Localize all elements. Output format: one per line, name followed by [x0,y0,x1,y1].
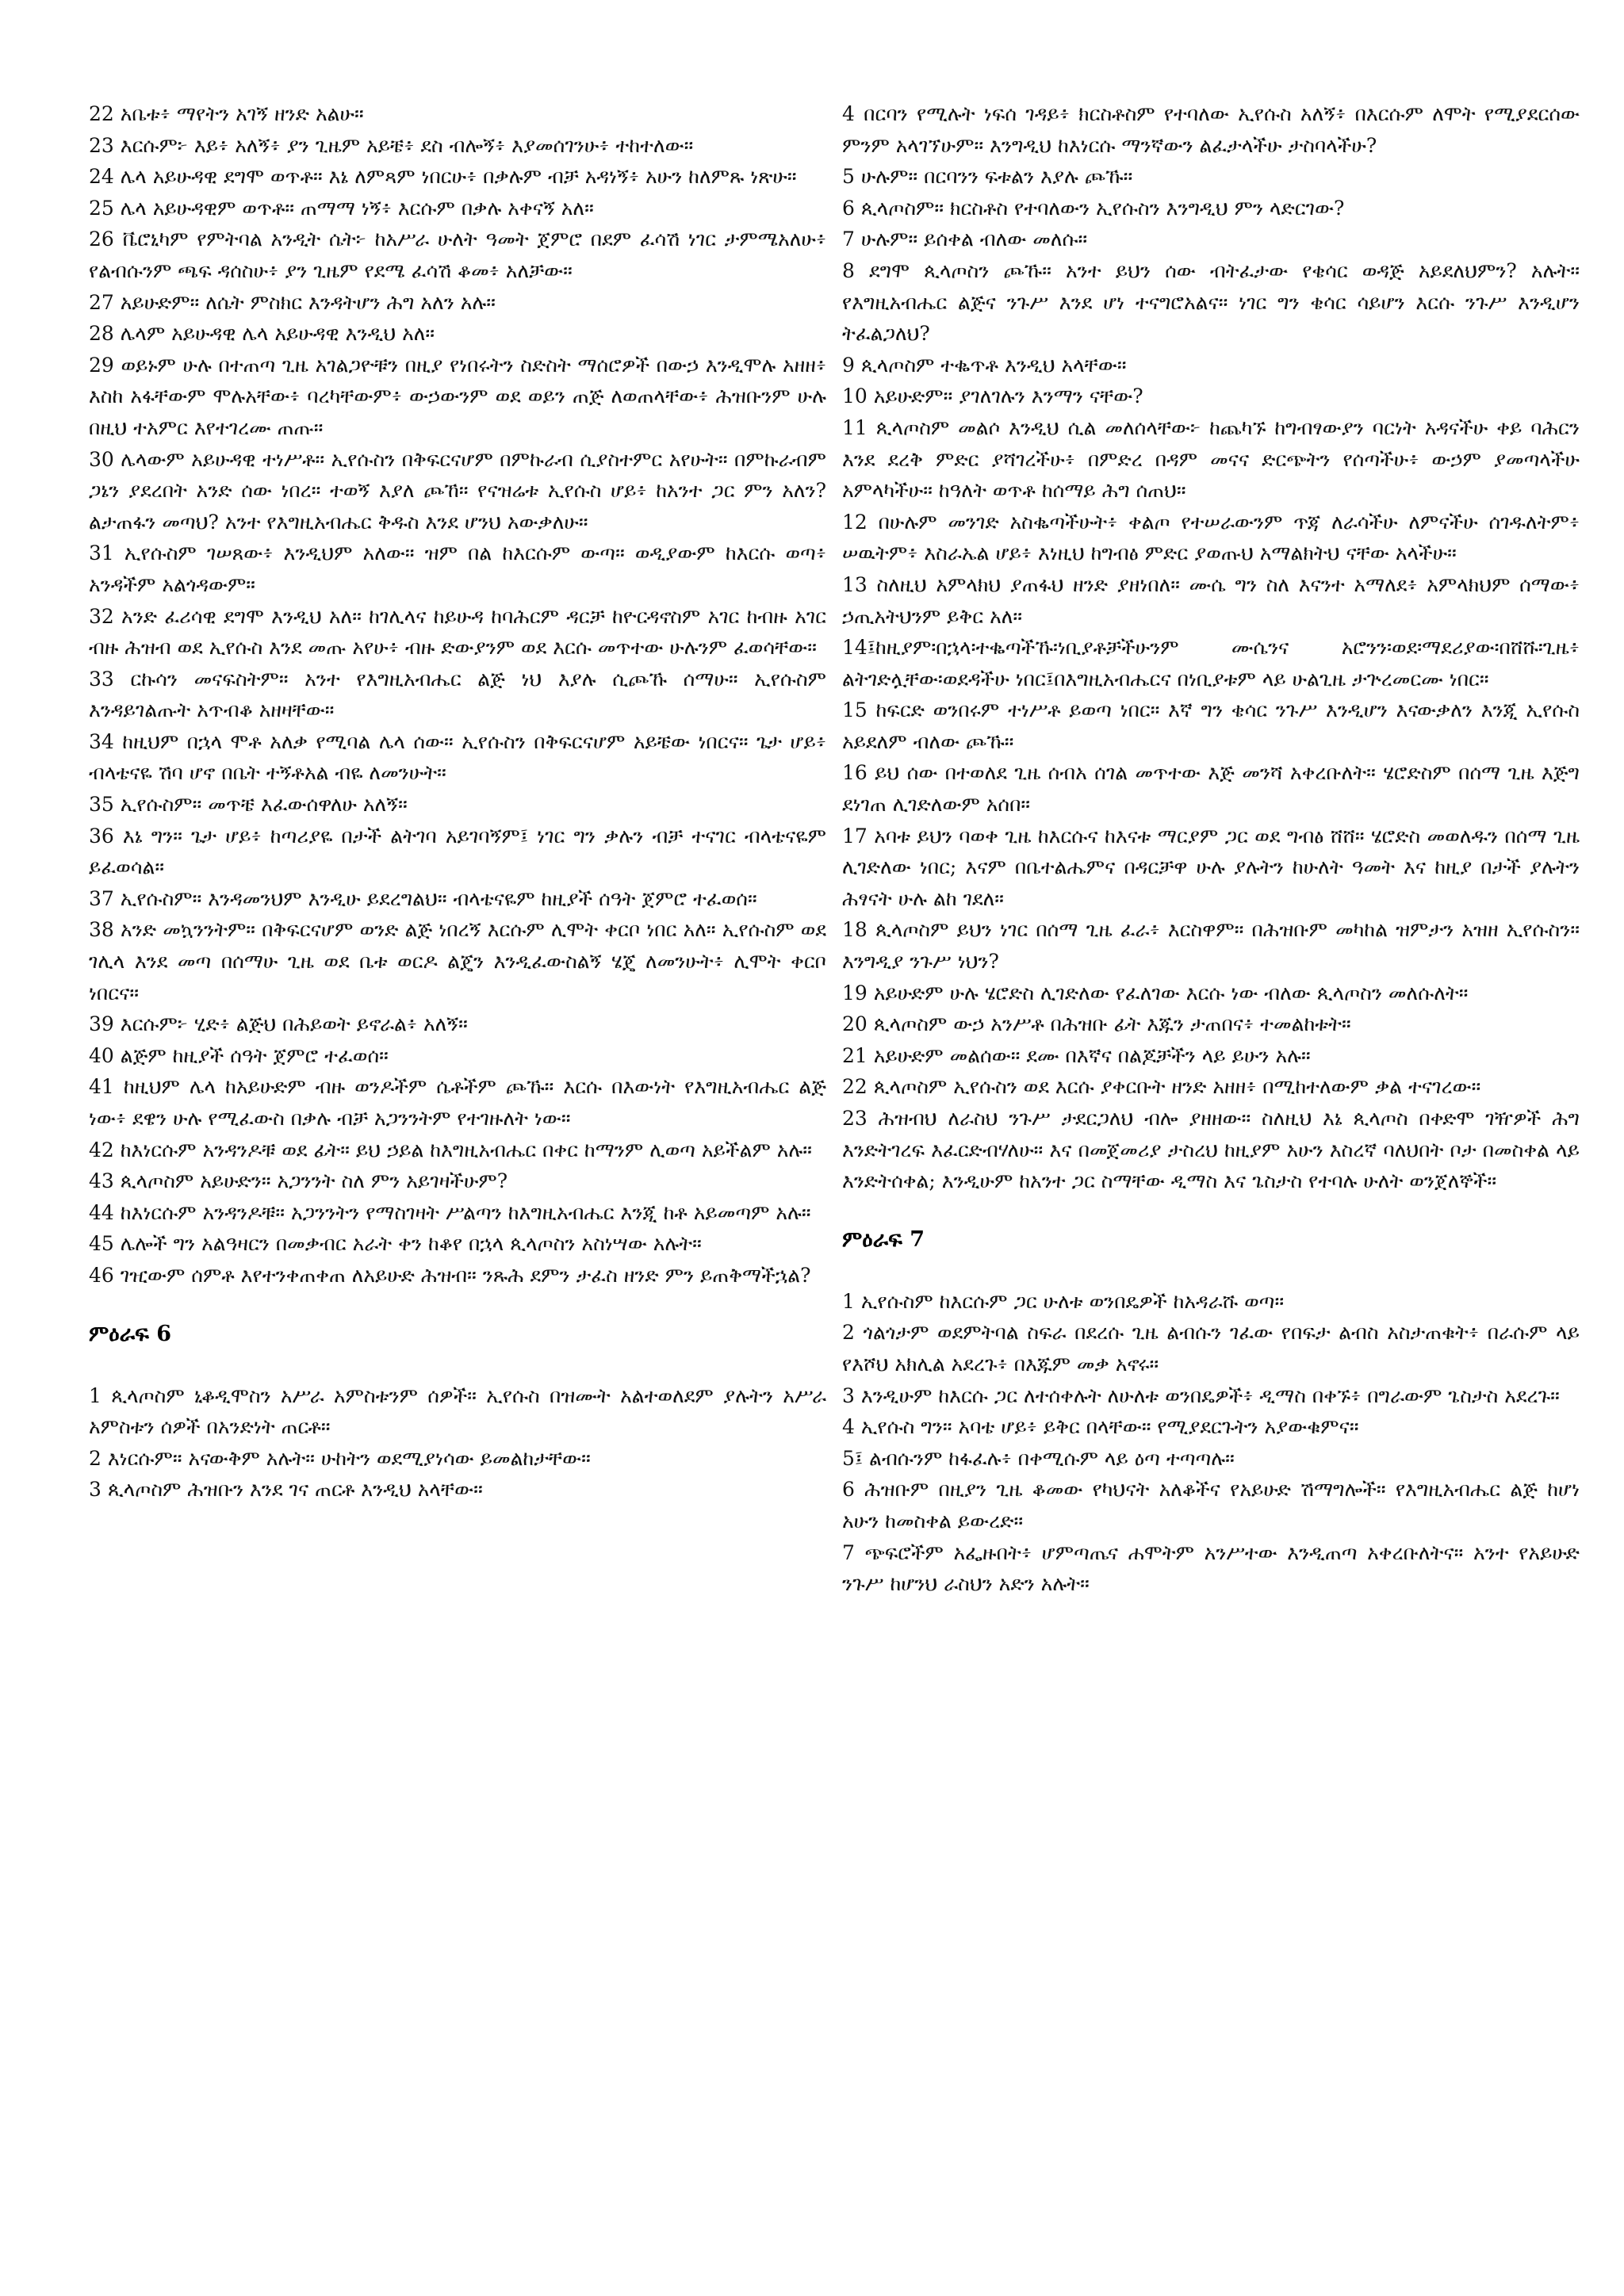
verse: 43 ጲላጦስም አይሁድን። አጋንንት ስለ ምን አይገዛችሁም? [89,1169,508,1193]
verse: 13 ስለዚህ አምላክህ ያጠፋህ ዘንድ ያዘነበለ። ሙሴ ግን ስለ እናንተ አማለደ፥ አምላክህም ሰማው፥ ኃጢአትህንም ይቅር አለ። [842,572,1580,628]
verse: 7 ሁሉም። ይሰቀል ብለው መለሱ። [842,228,1088,251]
verse: 33 ርኩሳን መናፍስትም። አንተ የእግዚአብሔር ልጅ ነህ እያሉ ሲጮኹ ሰማሁ። ኢየሱስም እንዳይገልጡት አጥብቆ አዘዛቸው። [89,667,826,722]
verse: 32 አንድ ፈሪሳዊ ደግሞ እንዲህ አለ። ከገሊላና ከይሁዳ ከባሕርም ዳርቻ ከዮርዳኖስም አገር ከብዙ አገር ብዙ ሕዝብ ወደ ኢየሱስ እንደ መጡ አየሁ፥ ብዙ ድውያንም ወደ እርሱ መጥተው ሁሉንም ፈወሳቸው። [89,604,826,660]
verse: 35 ኢየሱስም። መጥቼ እፈውሰዋለሁ አለኝ። [89,793,408,817]
verse: 36 እኔ ግን። ጌታ ሆይ፥ ከጣሪያዬ በታች ልትገባ አይገባኝም፤ ነገር ግን ቃሉን ብቻ ተናገር ብላቴናዬም ይፈወሳል። [89,824,826,879]
left-verses-post [89,1380,826,1506]
verse: 20 ጲላጦስም ውኃ አንሥቶ በሕዝቡ ፊት እጁን ታጠበና፥ ተመልከቱት። [842,1012,1351,1036]
right-column [842,98,1580,1600]
verse: 44 ከእነርሱም አንዳንዶቹ። አጋንንትን የማስገዛት ሥልጣን ከእግዚአብሔር እንጂ ከቶ አይመጣም አሉ። [89,1200,811,1224]
right-verses-post [842,1286,1580,1600]
verse: 11 ጲላጦስም መልሶ እንዲህ ሲል መለሰላቸው፦ ከጨካኙ ከግብፃውያን ባርነት አዳናችሁ ቀይ ባሕርን እንደ ደረቅ ምድር ያሻገረችሁ፥ በምድረ በዳም መናና ድርጭትን የሰጣችሁ፥ ውኃም ያመጣላችሁ አምላካችሁ። ከዓለት ወጥቶ ከሰማይ ሕግ ሰጠህ። [842,415,1580,503]
verse: 23 ሕዝብህ ለራስህ ንጉሥ ታደርጋለህ ብሎ ያዘዘው። ስለዚህ እኔ ጲላጦስ በቀድሞ ገዥዎች ሕግ እንድትገረፍ እፈርድብሃለሁ። እና በመጀመሪያ ታስረህ ከዚያም አሁን እስረኛ ባለህበት ቦታ በመስቀል ላይ እንድትሰቀል; እንዲሁም ከአንተ ጋር ስማቸው ዲማስ እና ጌስታስ የተባሉ ሁለት ወንጀለኞች። [842,1107,1580,1193]
verse: 1 ኢየሱስም ከእርሱም ጋር ሁለቱ ወንበዴዎች ከአዳራሹ ወጣ። [842,1289,1285,1313]
right-verses-pre [842,98,1580,1197]
verse: 17 አባቱ ይህን ባወቀ ጊዜ ከእርሱና ከእናቱ ማርያም ጋር ወደ ግብፅ ሸሸ። ሄሮድስ መወለዱን በሰማ ጊዜ ሊገድለው ነበር; እናም በቤተልሔምና በዳርቻዋ ሁሉ ያሉትን ከሁለት ዓመት እና ከዚያ በታች ያሉትን ሕፃናት ሁሉ ልከ ገደለ። [842,824,1580,910]
verse: 6 ሕዝቡም በዚያን ጊዜ ቆመው የካህናት አለቆችና የአይሁድ ሽማግሎች። የእግዚአብሔር ልጅ ከሆነ አሁን ከመስቀል ይውረድ። [842,1478,1580,1533]
verse: 41 ከዚህም ሌላ ከአይሁድም ብዙ ወንዶችም ሴቶችም ጮኹ። እርሱ በእውነት የእግዚአብሔር ልጅ ነው፥ ደዌን ሁሉ የሚፈውስ በቃሉ ብቻ አጋንንትም የተገዙለት ነው። [89,1075,826,1130]
verse: 4 ኢየሱስ ግን። አባቴ ሆይ፥ ይቅር በላቸው። የሚያደርጉትን አያውቁምና። [842,1415,1359,1439]
verse: 24 ሌላ አይሁዳዊ ደግሞ ወጥቶ። እኔ ለምጻም ነበርሁ፥ በቃሉም ብቻ አዳነኝ፥ አሁን ከለምጹ ነጽሁ። [89,165,797,189]
verse: 3 ጲላጦስም ሕዝቡን እንደ ገና ጠርቶ እንዲህ አላቸው። [89,1478,483,1502]
verse: 31 ኢየሱስም ገሠጸው፥ እንዲህም አለው። ዝም በል ከእርሱም ውጣ። ወዲያውም ከእርሱ ወጣ፥ አንዳችም አልጎዳውም። [89,541,826,596]
verse: 19 አይሁድም ሁሉ ሄሮድስ ሊገድለው የፈለገው እርሱ ነው ብለው ጲላጦስን መለሱለት። [842,981,1469,1004]
chapter-heading-7: ምዕራፍ 7 [842,1226,925,1252]
chapter-heading-6: ምዕራፍ 6 [89,1321,172,1346]
verse: 22 ጲላጦስም ኢየሱስን ወደ እርሱ ያቀርቡት ዘንድ አዘዘ፥ በሚከተለውም ቃል ተናገረው። [842,1075,1481,1099]
verse: 14፤ከዚያም፡በኋላ፡ተቈጣችኹ፡ነቢያቶቻችሁንም ሙሴንና አሮንን፡ወደ፡ማደሪያው፡በሸሹ፡ጊዜ፥ ልትገድሏቸው፡ወደዳችሁ ነበር፤በእግዚአብሔርና በነቢያቱም ላይ ሁልጊዜ ታጕረመርሙ ነበር። [842,636,1580,691]
verse: 46 ገዢውም ሰምቶ እየተንቀጠቀጠ ለአይሁድ ሕዝብ። ንጹሕ ደምን ታፈስ ዘንድ ምን ይጠቅማችኋል? [89,1263,811,1287]
verse: 3 እንዲሁም ከእርሱ ጋር ለተሰቀሉት ለሁለቱ ወንበዴዎች፥ ዲማስ በቀኙ፥ በግራውም ጌስታስ አደረጉ። [842,1383,1560,1407]
verse: 2 እነርሱም። አናውቅም አሉት። ሁከትን ወደሚያነሳው ይመልከታቸው። [89,1446,591,1470]
left-column [89,98,826,1506]
verse: 34 ከዚህም በኋላ ሞቶ አለቃ የሚባል ሌላ ሰው። ኢየሱስን በቅፍርናሆም አይቼው ነበርና። ጌታ ሆይ፥ ብላቴናዬ ሽባ ሆኖ በቤት ተኝቶአል ብዬ ለመንሁት። [89,729,826,785]
verse: 1 ጲላጦስም ኒቆዲሞስን አሥራ አምስቱንም ሰዎች። ኢየሱስ በዝሙት አልተወለደም ያሉትን አሥራ አምስቱን ሰዎች በአንድነት ጠርቶ። [89,1383,826,1439]
verse: 23 እርሱም፦ እይ፥ አለኝ፥ ያን ጊዜም አይቼ፥ ደስ ብሎኝ፥ እያመሰገንሁ፥ ተከተለው። [89,133,694,157]
verse: 5 ሁሉም። በርባንን ፍቱልን እያሉ ጮኹ። [842,165,1133,189]
verse: 15 ከፍርድ ወንበሩም ተነሥቶ ይወጣ ነበር። እኛ ግን ቄሳር ንጉሥ እንዲሆን እናውቃለን እንጂ ኢየሱስ አይደለም ብለው ጮኹ። [842,698,1580,753]
verse: 40 ልጅም ከዚያች ሰዓት ጀምሮ ተፈወሰ። [89,1043,389,1067]
verse: 25 ሌላ አይሁዳዊም ወጥቶ። ጠማማ ነኝ፥ እርሱም በቃሉ አቀናኝ አለ። [89,196,594,220]
verse: 12 በሁሉም መንገድ አስቈጣችሁት፥ ቀልጦ የተሠራውንም ጥጃ ለራሳችሁ ለምናችሁ ሰገዱለትም፥ ሠዉትም፥ እስራኤል ሆይ፥ እነዚህ ከግብፅ ምድር ያወጡህ አማልክትህ ናቸው አላችሁ። [842,510,1580,565]
verse: 7 ጭፍሮችም አፌዙበት፥ ሆምጣጤና ሐሞትም አንሥተው እንዲጠጣ አቀረቡለትና። አንተ የአይሁድ ንጉሥ ከሆንህ ራስህን አድን አሉት። [842,1540,1580,1596]
verse: 38 አንድ መኳንንትም። በቅፍርናሆም ወንድ ልጅ ነበረኝ እርሱም ሊሞት ቀርቦ ነበር አለ። ኢየሱስም ወደ ገሊላ እንደ መጣ በሰማሁ ጊዜ ወደ ቤቱ ወርዶ ልጄን እንዲፈውስልኝ ሄጄ ለመንሁት፥ ሊሞት ቀርቦ ነበርና። [89,918,826,1004]
verse: 6 ጲላጦስም። ክርስቶስ የተባለውን ኢየሱስን እንግዲህ ምን ላድርገው? [842,196,1345,220]
left-verses-pre [89,98,826,1292]
verse: 28 ሌላም አይሁዳዊ ሌላ አይሁዳዊ እንዲህ አለ። [89,322,435,346]
verse: 30 ሌላውም አይሁዳዊ ተነሥቶ። ኢየሱስን በቅፍርናሆም በምኩራብ ሲያስተምር አየሁት። በምኩራብም ጋኔን ያደረበት አንድ ሰው ነበረ። ተወኝ እያለ ጮኸ። የናዝሬቱ ኢየሱስ ሆይ፥ ከአንተ ጋር ምን አለን? ልታጠፋን መጣህ? አንተ የእግዚአብሔር ቅዱስ እንደ ሆንህ አውቃለሁ። [89,447,826,534]
verse: 26 ቬሮኒካም የምትባል አንዲት ሴት፦ ከአሥራ ሁለት ዓመት ጀምሮ በደም ፈሳሽ ነገር ታምሜአለሁ፥ የልብሱንም ጫፍ ዳሰስሁ፥ ያን ጊዜም የደሜ ፈሳሽ ቆመ፥ አለቻው። [89,228,826,282]
verse: 10 አይሁድም። ያገለገሉን እንማን ናቸው? [842,385,1143,408]
verse: 45 ሌሎች ግን አልዓዛርን በመቃብር አራት ቀን ከቆየ በኋላ ጲላጦስን አስነሣው አሉት። [89,1232,702,1256]
verse: 21 አይሁድም መልሰው። ደሙ በእኛና በልጆቻችን ላይ ይሁን አሉ። [842,1043,1311,1067]
verse: 27 አይሁድም። ለሴት ምስክር እንዳትሆን ሕግ አለን አሉ። [89,290,496,314]
verse: 9 ጲላጦስም ተቈጥቶ እንዲህ አላቸው። [842,353,1127,377]
verse: 29 ወይኑም ሁሉ በተጠጣ ጊዜ አገልጋዮቹን በዚያ የነበሩትን ስድስት ማሰሮዎች በውኃ እንዲሞሉ አዘዘ፥ እስከ አፋቸውም ሞሉአቸው፥ ባረካቸውም፥ ውኃውንም ወደ ወይን ጠጅ ለወጠላቸው፥ ሕዝቡንም ሁሉ በዚህ ተአምር እየተገረሙ ጠጡ። [89,353,826,439]
verse: 37 ኢየሱስም። እንዳመንህም እንዲሁ ይደረግልህ። ብላቴናዬም ከዚያች ሰዓት ጀምሮ ተፈወሰ። [89,886,757,910]
verse: 5፤ ልብሱንም ከፋፈሉ፥ በቀሚሱም ላይ ዕጣ ተጣጣሉ። [842,1446,1235,1470]
verse: 22 አቤቱ፥ ማየትን አገኝ ዘንድ አልሁ። [89,102,364,125]
verse: 8 ደግሞ ጲላጦስን ጮኹ። አንተ ይህን ሰው ብትፈታው የቄሳር ወዳጅ አይደለህምን? አሉት። የእግዚአብሔር ልጅና ንጉሥ እንደ ሆነ ተናግሮአልና። ነገር ግን ቄሳር ሳይሆን እርሱ ንጉሥ እንዲሆን ትፈልጋለህ? [842,258,1580,346]
verse: 42 ከእነርሱም አንዳንዶቹ ወደ ፊት። ይህ ኃይል ከእግዚአብሔር በቀር ከማንም ሊወጣ አይችልም አሉ። [89,1138,812,1161]
verse: 2 ጎልጎታም ወደምትባል ስፍራ በደረሱ ጊዜ ልብሱን ገፈው የበፍታ ልብስ አስታጠቁት፥ በራሱም ላይ የእሾህ አክሊል አደረጉ፥ በእጁም መቃ አኖሩ። [842,1321,1580,1376]
verse: 4 በርባን የሚሉት ነፍሰ ገዳይ፥ ክርስቶስም የተባለው ኢየሱስ አለኝ፥ በእርሱም ለሞት የሚያደርሰው ምንም አላገኘሁም። እንግዲህ ከእነርሱ ማንኛውን ልፈታላችሁ ታስባላችሁ? [842,102,1580,157]
verse: 39 እርሱም፦ ሂድ፥ ልጅህ በሕይወት ይኖራል፥ አለኝ። [89,1012,468,1036]
verse: 16 ይህ ሰው በተወለደ ጊዜ ሰብአ ሰገል መጥተው እጅ መንሻ አቀረቡለት። ሄሮድስም በሰማ ጊዜ እጅግ ደነገጠ ሊገድለውም አሰበ። [842,761,1580,817]
verse: 18 ጲላጦስም ይህን ነገር በሰማ ጊዜ ፈራ፥ እርስዋም። በሕዝቡም መካከል ዝምታን አዝዘ ኢየሱስን። እንግዲያ ንጉሥ ነህን? [842,918,1580,974]
